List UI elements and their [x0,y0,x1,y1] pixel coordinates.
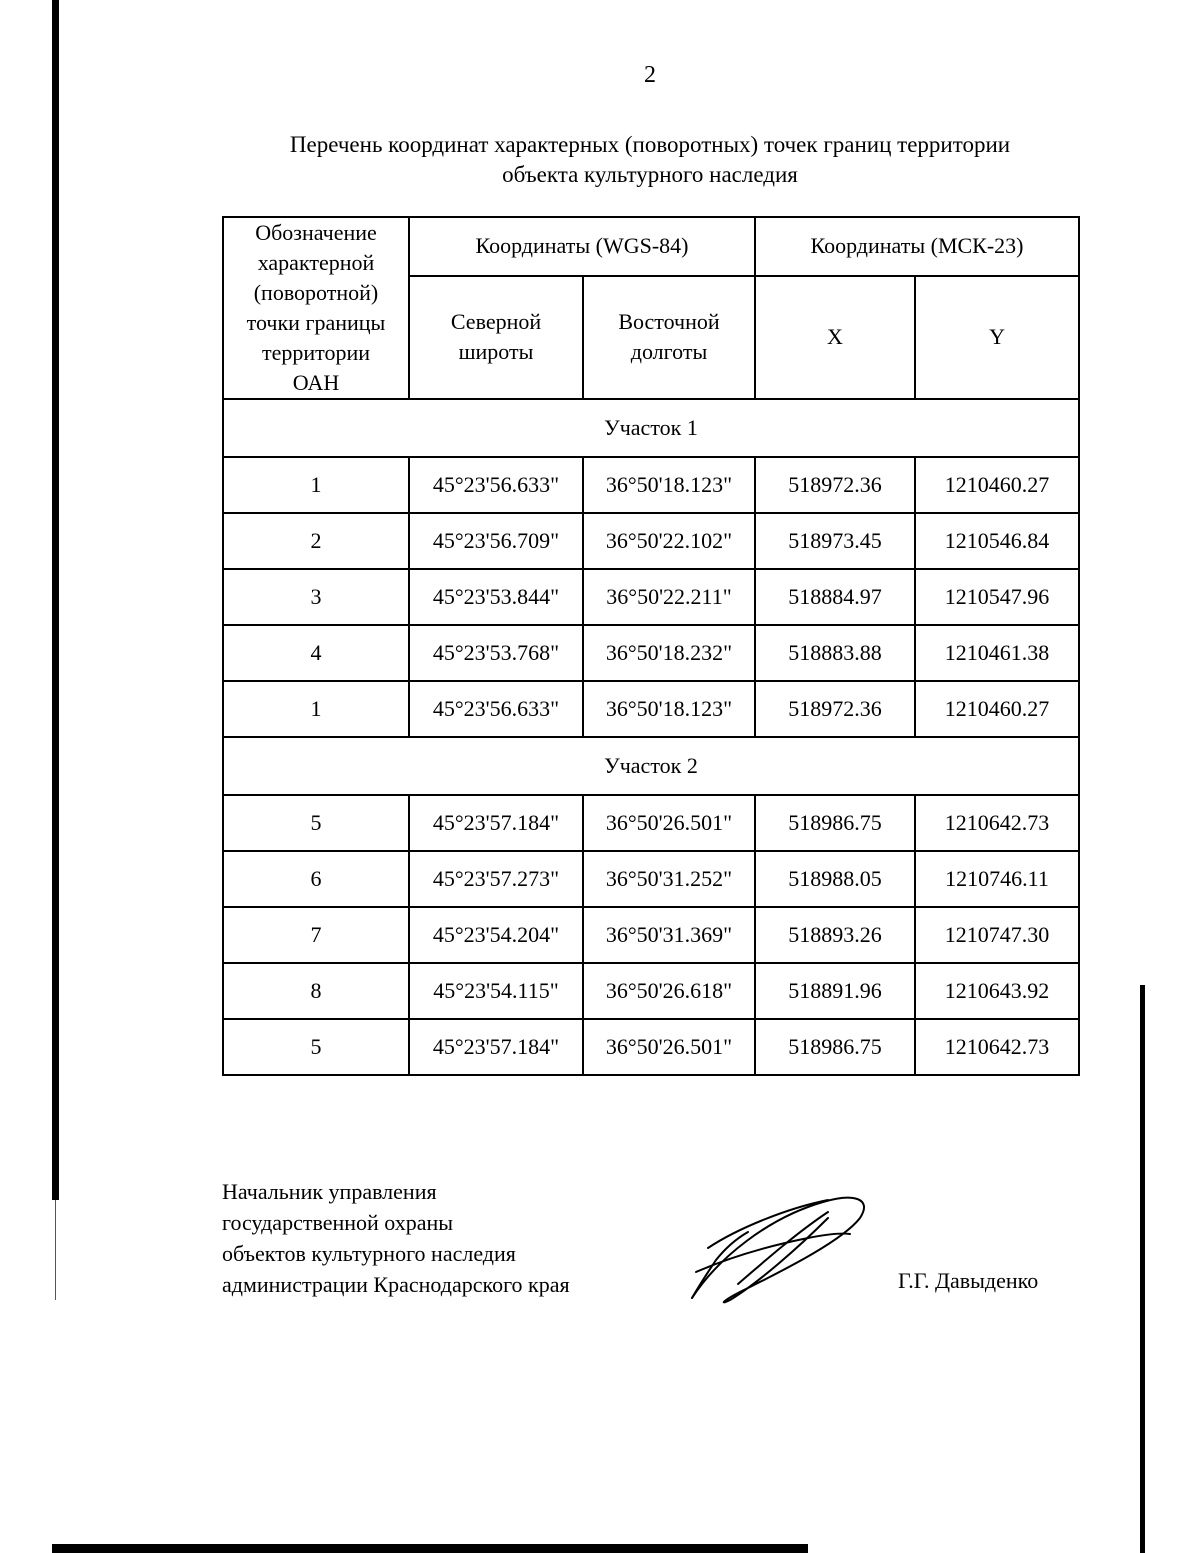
x-cell: 518883.88 [755,625,915,681]
east-longitude-cell: 36°50'26.501" [583,795,755,851]
y-cell: 1210460.27 [915,457,1079,513]
table-row [223,963,1079,1019]
point-cell: 2 [223,513,409,569]
header-point-line: (поворотной) [253,280,379,305]
signatory-position-line: Начальник управления [222,1179,437,1204]
header-point-line: территории [261,340,371,365]
y-cell: 1210643.92 [915,963,1079,1019]
y-cell: 1210461.38 [915,625,1079,681]
page-number: 2 [644,62,656,88]
east-longitude-cell: 36°50'26.618" [583,963,755,1019]
point-cell: 6 [223,851,409,907]
y-cell: 1210746.11 [915,851,1079,907]
document-title-line-1: Перечень координат характерных (поворотных) точек границ территории [289,132,1011,157]
point-cell: 8 [223,963,409,1019]
east-longitude-cell: 36°50'22.211" [583,569,755,625]
north-latitude-cell: 45°23'56.633" [409,457,583,513]
x-cell: 518893.26 [755,907,915,963]
north-latitude-cell: 45°23'53.768" [409,625,583,681]
y-cell: 1210642.73 [915,1019,1079,1075]
scan-edge-left-thin [55,1200,56,1300]
east-longitude-cell: 36°50'31.369" [583,907,755,963]
scan-edge-right [1140,985,1145,1553]
y-cell: 1210460.27 [915,681,1079,737]
header-point-designation [223,217,409,399]
handwritten-signature [678,1188,878,1308]
signer-name: Г.Г. Давыденко [898,1268,1039,1293]
section-row [223,399,1079,457]
coordinates-table [222,216,1080,1076]
east-longitude-cell: 36°50'18.123" [583,681,755,737]
north-latitude-cell: 45°23'54.204" [409,907,583,963]
y-cell: 1210747.30 [915,907,1079,963]
table-row [223,513,1079,569]
x-cell: 518884.97 [755,569,915,625]
signature-block [222,1176,570,1300]
point-cell: 5 [223,795,409,851]
east-longitude-cell: 36°50'18.232" [583,625,755,681]
point-cell: 1 [223,457,409,513]
x-cell: 518986.75 [755,795,915,851]
header-x: X [755,276,915,399]
header-group-msk23: Координаты (МСК-23) [755,217,1079,276]
table-row [223,569,1079,625]
north-latitude-cell: 45°23'54.115" [409,963,583,1019]
header-point-line: Обозначение [255,220,377,245]
table-row [223,795,1079,851]
table-row [223,851,1079,907]
y-cell: 1210547.96 [915,569,1079,625]
point-cell: 7 [223,907,409,963]
section-row [223,737,1079,795]
north-latitude-cell: 45°23'57.184" [409,795,583,851]
signatory-position-line: объектов культурного наследия [222,1241,516,1266]
point-cell: 5 [223,1019,409,1075]
header-point-line: точки границы [246,310,386,335]
section-title: Участок 2 [223,737,1079,795]
header-east-line: Восточной [618,309,720,335]
table-row [223,1019,1079,1075]
north-latitude-cell: 45°23'53.844" [409,569,583,625]
x-cell: 518973.45 [755,513,915,569]
x-cell: 518986.75 [755,1019,915,1075]
x-cell: 518972.36 [755,681,915,737]
scan-edge-bottom [52,1544,808,1553]
header-east-longitude [583,276,755,399]
header-y: Y [915,276,1079,399]
east-longitude-cell: 36°50'31.252" [583,851,755,907]
table-row [223,907,1079,963]
y-cell: 1210546.84 [915,513,1079,569]
header-north-latitude [409,276,583,399]
y-cell: 1210642.73 [915,795,1079,851]
x-cell: 518891.96 [755,963,915,1019]
coordinates-table-body [223,217,1079,1075]
east-longitude-cell: 36°50'22.102" [583,513,755,569]
table-row [223,625,1079,681]
section-title: Участок 1 [223,399,1079,457]
point-cell: 3 [223,569,409,625]
north-latitude-cell: 45°23'57.273" [409,851,583,907]
north-latitude-cell: 45°23'56.709" [409,513,583,569]
point-cell: 1 [223,681,409,737]
table-header-row [223,217,1079,276]
header-group-wgs84: Координаты (WGS-84) [409,217,755,276]
scan-edge-left [52,0,59,1200]
x-cell: 518988.05 [755,851,915,907]
table-row [223,681,1079,737]
east-longitude-cell: 36°50'26.501" [583,1019,755,1075]
document-title-line-2: объекта культурного наследия [502,162,798,187]
east-longitude-cell: 36°50'18.123" [583,457,755,513]
header-point-line: характерной [257,250,375,275]
header-east-line: долготы [630,339,708,365]
x-cell: 518972.36 [755,457,915,513]
header-point-line: ОАН [292,370,340,395]
signatory-position-line: государственной охраны [222,1210,454,1235]
signatory-position-line: администрации Краснодарского края [222,1272,570,1297]
document-title [220,130,1080,190]
table-row [223,457,1079,513]
header-north-line: Северной [450,309,542,335]
north-latitude-cell: 45°23'56.633" [409,681,583,737]
north-latitude-cell: 45°23'57.184" [409,1019,583,1075]
point-cell: 4 [223,625,409,681]
header-north-line: широты [458,339,534,365]
